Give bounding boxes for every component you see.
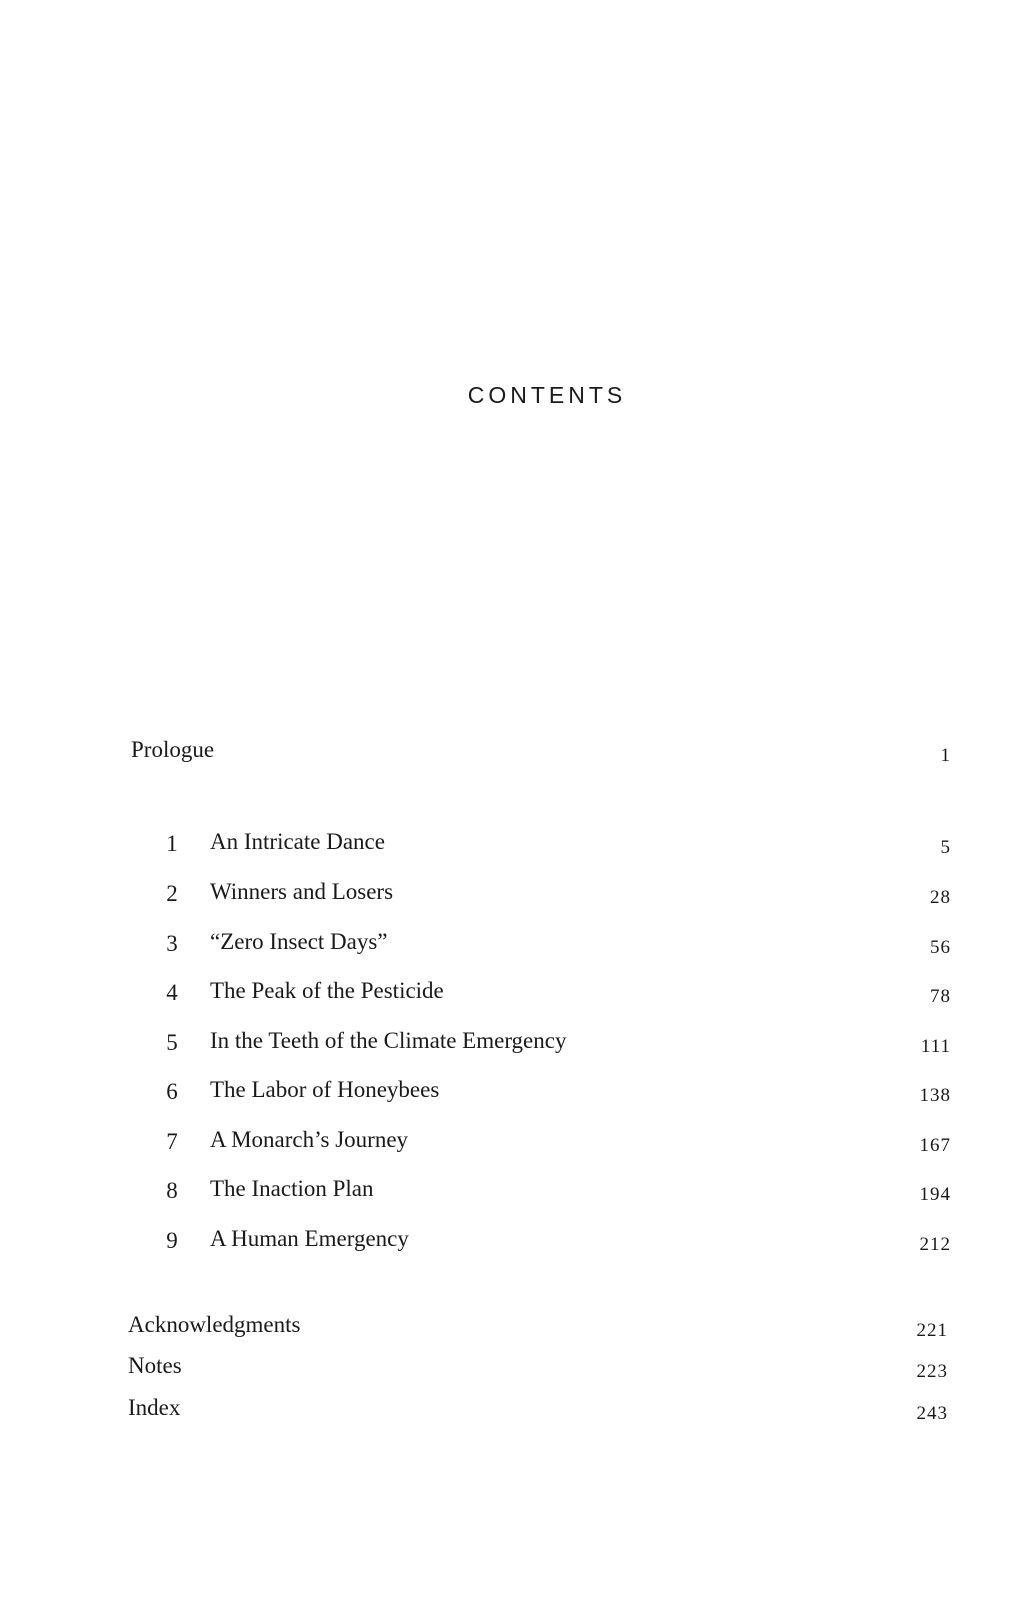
toc-chapter-3[interactable] — [131, 929, 951, 961]
toc-entry-notes[interactable] — [128, 1353, 948, 1385]
toc-chapter-2[interactable] — [131, 879, 951, 911]
chapter-number: 9 — [166, 1228, 178, 1253]
toc-chapter-7[interactable] — [131, 1127, 951, 1159]
toc-entry-title: Index — [128, 1395, 181, 1420]
chapter-number: 1 — [166, 831, 178, 856]
chapter-number: 5 — [166, 1030, 178, 1055]
chapter-number: 3 — [166, 931, 178, 956]
toc-chapter-5[interactable] — [131, 1028, 951, 1060]
toc-entry-page: 194 — [919, 1184, 951, 1205]
toc-entry-page: 223 — [916, 1361, 948, 1382]
chapter-number: 8 — [166, 1178, 178, 1203]
toc-entry-page: 221 — [916, 1320, 948, 1341]
chapter-number: 2 — [166, 881, 178, 906]
toc-entry-page: 243 — [916, 1403, 948, 1424]
toc-chapter-4[interactable] — [131, 978, 951, 1010]
toc-entry-title: A Human Emergency — [210, 1226, 409, 1251]
toc-entry-title: Prologue — [131, 737, 215, 762]
toc-entry-title: Acknowledgments — [128, 1312, 301, 1337]
toc-entry-prologue[interactable] — [131, 737, 951, 769]
toc-entry-title: In the Teeth of the Climate Emergency — [210, 1028, 567, 1053]
toc-chapter-9[interactable] — [131, 1226, 951, 1258]
toc-entry-acknowledgments[interactable] — [128, 1312, 948, 1344]
toc-chapter-8[interactable] — [131, 1176, 951, 1208]
toc-entry-title: The Labor of Honeybees — [210, 1077, 440, 1102]
toc-entry-title: The Inaction Plan — [210, 1176, 374, 1201]
toc-entry-page: 212 — [919, 1234, 951, 1255]
toc-entry-title: Notes — [128, 1353, 182, 1378]
toc-entry-page: 78 — [930, 986, 951, 1007]
toc-entry-title: “Zero Insect Days” — [210, 929, 388, 954]
toc-entry-index[interactable] — [128, 1395, 948, 1427]
toc-entry-page: 1 — [940, 745, 951, 766]
toc-chapter-1[interactable] — [131, 829, 951, 861]
toc-entry-page: 28 — [930, 887, 951, 908]
chapter-number: 7 — [166, 1129, 178, 1154]
toc-entry-page: 5 — [940, 837, 951, 858]
toc-entry-page: 138 — [919, 1085, 951, 1106]
chapter-number: 4 — [166, 980, 178, 1005]
toc-entry-title: A Monarch’s Journey — [210, 1127, 409, 1152]
toc-entry-page: 167 — [919, 1135, 951, 1156]
toc-entry-page: 111 — [920, 1036, 951, 1057]
chapter-number: 6 — [166, 1079, 178, 1104]
toc-entry-title: Winners and Losers — [210, 879, 394, 904]
toc-chapter-6[interactable] — [131, 1077, 951, 1109]
page-title: CONTENTS — [467, 382, 627, 408]
toc-entry-title: An Intricate Dance — [210, 829, 385, 854]
toc-entry-page: 56 — [930, 937, 951, 958]
toc-entry-title: The Peak of the Pesticide — [210, 978, 444, 1003]
